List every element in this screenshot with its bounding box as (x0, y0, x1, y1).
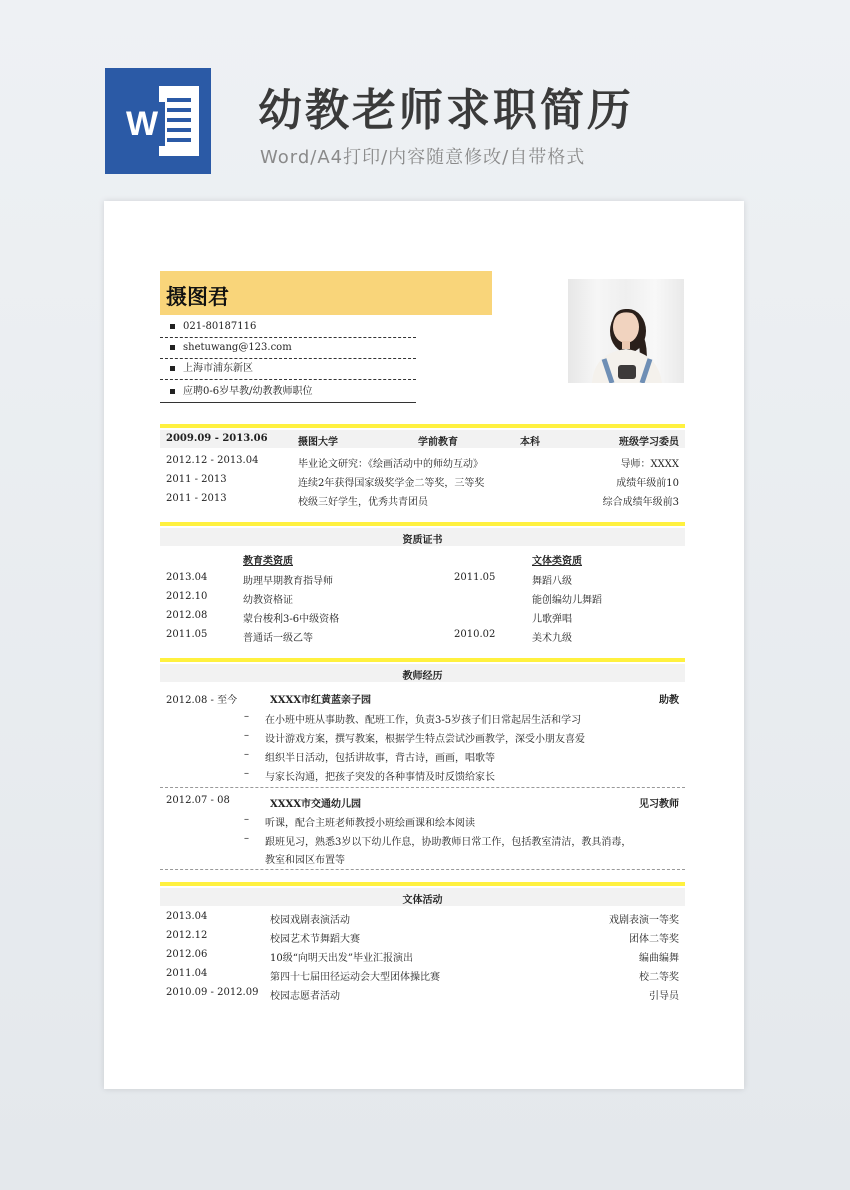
edu-row-note: 导师：XXXX (620, 459, 679, 470)
edu-role: 班级学习委员 (619, 437, 679, 448)
bullet-square-icon (170, 366, 175, 371)
edu-row-desc: 校级三好学生，优秀共青团员 (298, 497, 428, 508)
job-bullet: 听课，配合主班老师教授小班绘画课和绘本阅读 (265, 818, 475, 829)
activity-award: 团体二等奖 (629, 934, 679, 945)
activity-name: 校园志愿者活动 (270, 991, 340, 1002)
job-bullet-dash: – (244, 814, 249, 825)
activity-award: 戏剧表演一等奖 (609, 915, 679, 926)
section-divider (160, 658, 685, 662)
job-role: 见习教师 (639, 799, 679, 810)
dashed-divider (160, 787, 685, 788)
job-date: 2012.07 - 08 (166, 795, 230, 806)
job-bullet: 在小班中班从事助教、配班工作，负责3-5岁孩子们日常起居生活和学习 (265, 715, 582, 726)
cert-date: 2011.05 (166, 629, 208, 640)
activity-award: 引导员 (649, 991, 679, 1002)
word-letter: W (119, 102, 165, 146)
cert-name: 普通话一级乙等 (243, 633, 313, 644)
edu-row-date: 2011 - 2013 (166, 493, 227, 504)
activity-date: 2012.12 (166, 930, 208, 941)
cert-name: 能创编幼儿舞蹈 (532, 595, 602, 606)
section-divider (160, 424, 685, 428)
profile-photo (568, 279, 684, 383)
edu-row-desc: 连续2年获得国家级奖学金二等奖，三等奖 (298, 478, 485, 489)
contact-objective: 应聘0-6岁早教/幼教教师职位 (160, 383, 416, 403)
bullet-square-icon (170, 324, 175, 329)
activity-name: 10级“向明天出发”毕业汇报演出 (270, 953, 413, 964)
cert-date: 2012.10 (166, 591, 208, 602)
edu-degree: 本科 (520, 437, 540, 448)
job-role: 助教 (659, 695, 679, 706)
resume-paper (104, 201, 744, 1089)
dashed-divider (160, 869, 685, 870)
activity-award: 编曲编舞 (639, 953, 679, 964)
cert-name: 美术九级 (532, 633, 572, 644)
job-bullet-dash: – (244, 833, 249, 844)
edu-row-date: 2011 - 2013 (166, 474, 227, 485)
activity-date: 2013.04 (166, 911, 208, 922)
edu-row-date: 2012.12 - 2013.04 (166, 455, 259, 466)
job-bullet: 教室和园区布置等 (265, 855, 345, 866)
page-title: 幼教老师求职简历 (258, 85, 634, 136)
activity-date: 2012.06 (166, 949, 208, 960)
section-divider (160, 522, 685, 526)
section-divider (160, 882, 685, 886)
job-org: XXXX市交通幼儿园 (270, 799, 362, 810)
activity-date: 2011.04 (166, 968, 208, 979)
cert-date: 2011.05 (454, 572, 496, 583)
cert-name: 蒙台梭利3-6中级资格 (243, 614, 340, 625)
edu-row-note: 综合成绩年级前3 (602, 497, 679, 508)
activities-title: 文体活动 (402, 895, 443, 906)
activity-date: 2010.09 - 2012.09 (166, 987, 259, 998)
cert-date: 2012.08 (166, 610, 208, 621)
job-bullet-dash: – (244, 730, 249, 741)
word-icon (105, 68, 211, 174)
edu-cert-heading: 教育类资质 (243, 556, 293, 567)
candidate-name: 摄图君 (166, 285, 229, 309)
job-bullet-dash: – (244, 711, 249, 722)
edu-major: 学前教育 (418, 437, 458, 448)
contact-address: 上海市浦东新区 (160, 360, 416, 380)
activity-name: 第四十七届田径运动会大型团体操比赛 (270, 972, 440, 983)
edu-school: 摄图大学 (298, 437, 338, 448)
job-org: XXXX市红黄蓝亲子园 (270, 695, 372, 706)
cert-name: 儿歌弹唱 (532, 614, 572, 625)
activity-name: 校园戏剧表演活动 (270, 915, 350, 926)
job-bullet: 设计游戏方案，撰写教案，根据学生特点尝试沙画教学，深受小朋友喜爱 (265, 734, 585, 745)
activity-award: 校二等奖 (639, 972, 679, 983)
cert-date: 2010.02 (454, 629, 496, 640)
bullet-square-icon (170, 389, 175, 394)
job-bullet: 与家长沟通，把孩子突发的各种事情及时反馈给家长 (265, 772, 495, 783)
contact-email: shetuwang@123.com (160, 339, 416, 359)
edu-row-note: 成绩年级前10 (616, 478, 679, 489)
job-bullet: 跟班见习，熟悉3岁以下幼儿作息，协助教师日常工作，包括教室清洁，教具消毒， (265, 837, 632, 848)
edu-row-desc: 毕业论文研究：《绘画活动中的师幼互动》 (298, 459, 483, 470)
name-bar (160, 271, 492, 315)
experience-title: 教师经历 (402, 671, 443, 682)
edu-period: 2009.09 - 2013.06 (166, 433, 268, 444)
job-bullet-dash: – (244, 749, 249, 760)
job-bullet: 组织半日活动，包括讲故事，背古诗，画画，唱歌等 (265, 753, 495, 764)
page-subtitle: Word/A4打印/内容随意修改/自带格式 (260, 147, 586, 168)
cert-name: 助理早期教育指导师 (243, 576, 333, 587)
bullet-square-icon (170, 345, 175, 350)
contact-phone: 021-80187116 (160, 318, 416, 338)
job-bullet-dash: – (244, 768, 249, 779)
activity-name: 校园艺术节舞蹈大赛 (270, 934, 360, 945)
cert-name: 舞蹈八级 (532, 576, 572, 587)
arts-cert-heading: 文体类资质 (532, 556, 582, 567)
cert-date: 2013.04 (166, 572, 208, 583)
certificates-title: 资质证书 (402, 535, 443, 546)
cert-name: 幼教资格证 (243, 595, 293, 606)
job-date: 2012.08 - 至今 (166, 695, 238, 706)
